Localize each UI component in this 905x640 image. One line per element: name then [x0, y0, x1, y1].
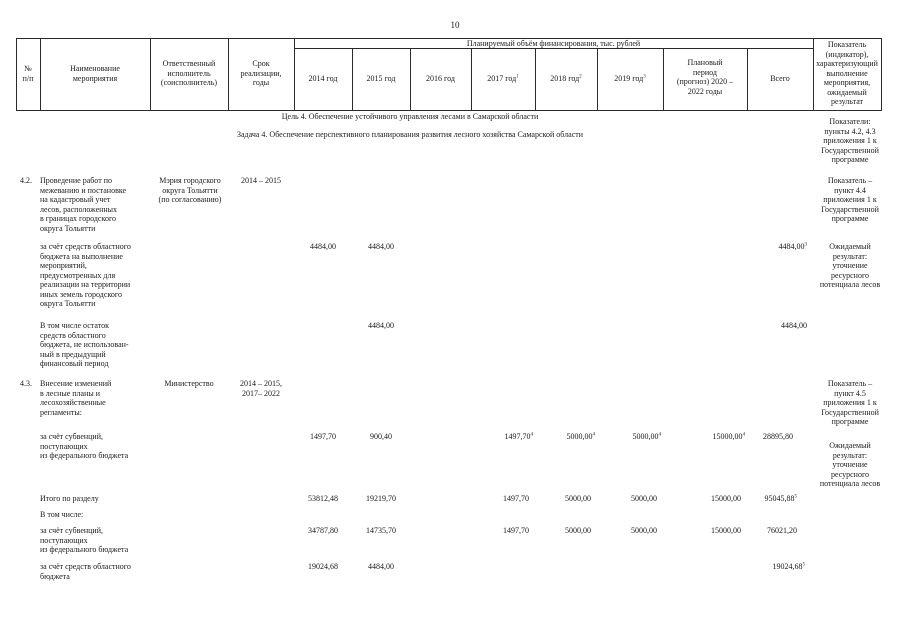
row-4-3-2018: 5000,00$^4$	[566, 432, 595, 441]
totals-label: Итого по разделу	[40, 494, 99, 503]
row-4-2-period: 2014 – 2015	[241, 176, 281, 185]
row-4-3-total: 28895,80	[763, 432, 793, 441]
row-4-2-regional-2014: 4484,00	[310, 242, 336, 251]
header-indicator: Показатель (индикатор), характеризующий выполнение мероприятия, ожидаемый результат	[816, 40, 878, 106]
totals-regional-2015: 4484,00	[368, 562, 394, 571]
row-4-2-residual-2015: 4484,00	[368, 321, 394, 330]
row-4-3-2017: 1497,70$^4$	[504, 432, 533, 441]
totals-2017: 1497,70	[503, 494, 529, 503]
row-4-3-2015: 900,40	[370, 432, 392, 441]
totals-total: 95045,88$^5$	[764, 494, 797, 503]
row-4-2-residual-total: 4484,00	[781, 321, 807, 330]
header-2016: 2016 год	[426, 74, 455, 83]
header-bottom-rule	[16, 110, 882, 111]
totals-regional-label: за счёт средств областного бюджета	[40, 562, 131, 581]
row-4-2-regional-label: за счёт средств областного бюджета на выполнение мероприятий, предусмотренных для реализации на территории иных земель городского округа Тольятти	[40, 242, 131, 308]
row-4-3-federal-label: за счёт субвенций, поступающих из федерального бюджета	[40, 432, 129, 460]
row-4-2-residual-label: В том числе остаток средств областного бюджета, не использован- ный в предыдущий финансовый период	[40, 321, 129, 368]
header-2015: 2015 год	[366, 74, 396, 83]
header-funding-group: Планируемый объём финансирования, тыс. рублей	[466, 39, 641, 48]
task-indicator: Показатели: пункты 4.2, 4.3 приложения 1 к Государственной программе	[821, 117, 879, 164]
row-4-2-regional-2015: 4484,00	[368, 242, 394, 251]
row-4-3-num: 4.3.	[20, 379, 32, 388]
totals-2018: 5000,00	[565, 494, 591, 503]
page-number: 10	[450, 20, 460, 30]
totals-2014: 53812,48	[308, 494, 338, 503]
row-4-3-plan: 15000,00$^4$	[712, 432, 745, 441]
row-4-3-result: Ожидаемый результат: уточнение ресурсного потенциала лесов	[819, 441, 881, 488]
header-total: Всего	[770, 74, 790, 83]
totals-2019: 5000,00	[631, 494, 657, 503]
goal-title: Цель 4. Обеспечение устойчивого управления лесами в Самарской области	[281, 112, 539, 121]
header-2018: 2018 год$^2$	[550, 74, 582, 83]
row-4-3-2019: 5000,00$^4$	[632, 432, 661, 441]
row-4-2-regional-total: 4484,00$^3$	[778, 242, 807, 251]
totals-federal-total: 76021,20	[767, 526, 797, 535]
header-2017: 2017 год$^1$	[487, 74, 519, 83]
totals-regional-2014: 19024,68	[308, 562, 338, 571]
totals-including-label: В том числе:	[40, 510, 84, 519]
row-4-2-name: Проведение работ по межеванию и постановке на кадастровый учет лесов, расположенных в границах городского округа Тольятти	[40, 176, 127, 233]
task-title: Задача 4. Обеспечение перспективного планирования развития лесного хозяйства Самарской области	[236, 130, 584, 139]
totals-federal-label: за счёт субвенций, поступающих из федерального бюджета	[40, 526, 129, 554]
totals-federal-plan: 15000,00	[711, 526, 741, 535]
row-4-3-responsible: Министерство	[164, 379, 214, 388]
header-num: № п/п	[22, 64, 34, 83]
totals-plan: 15000,00	[711, 494, 741, 503]
header-period: Срок реализации, годы	[240, 59, 282, 87]
totals-federal-2015: 14735,70	[366, 526, 396, 535]
row-4-2-result: Ожидаемый результат: уточнение ресурсного потенциала лесов	[819, 242, 881, 289]
totals-regional-total: 19024,68$^5$	[772, 562, 805, 571]
totals-federal-2014: 34787,80	[308, 526, 338, 535]
row-4-3-period: 2014 – 2015, 2017– 2022	[240, 379, 282, 398]
row-4-2-indicator: Показатель – пункт 4.4 приложения 1 к Государственной программе	[821, 176, 879, 223]
row-4-2-responsible: Мэрия городского округа Тольятти (по согласованию)	[158, 176, 222, 204]
totals-federal-2018: 5000,00	[565, 526, 591, 535]
header-2019: 2019 год$^3$	[614, 74, 646, 83]
totals-federal-2019: 5000,00	[631, 526, 657, 535]
row-4-3-name: Внесение изменений в лесные планы и лесохозяйственные регламенты:	[40, 379, 112, 417]
header-2014: 2014 год	[308, 74, 338, 83]
header-plan-period: Плановый период (прогноз) 2020 – 2022 годы	[676, 58, 734, 96]
col-line	[881, 38, 882, 111]
totals-federal-2017: 1497,70	[503, 526, 529, 535]
row-4-2-num: 4.2.	[20, 176, 32, 185]
totals-2015: 19219,70	[366, 494, 396, 503]
row-4-3-indicator: Показатель – пункт 4.5 приложения 1 к Государственной программе	[821, 379, 879, 426]
header-name: Наименование мероприятия	[70, 64, 120, 83]
row-4-3-2014: 1497,70	[310, 432, 336, 441]
header-responsible: Ответственный исполнитель (соисполнитель)	[160, 59, 218, 87]
